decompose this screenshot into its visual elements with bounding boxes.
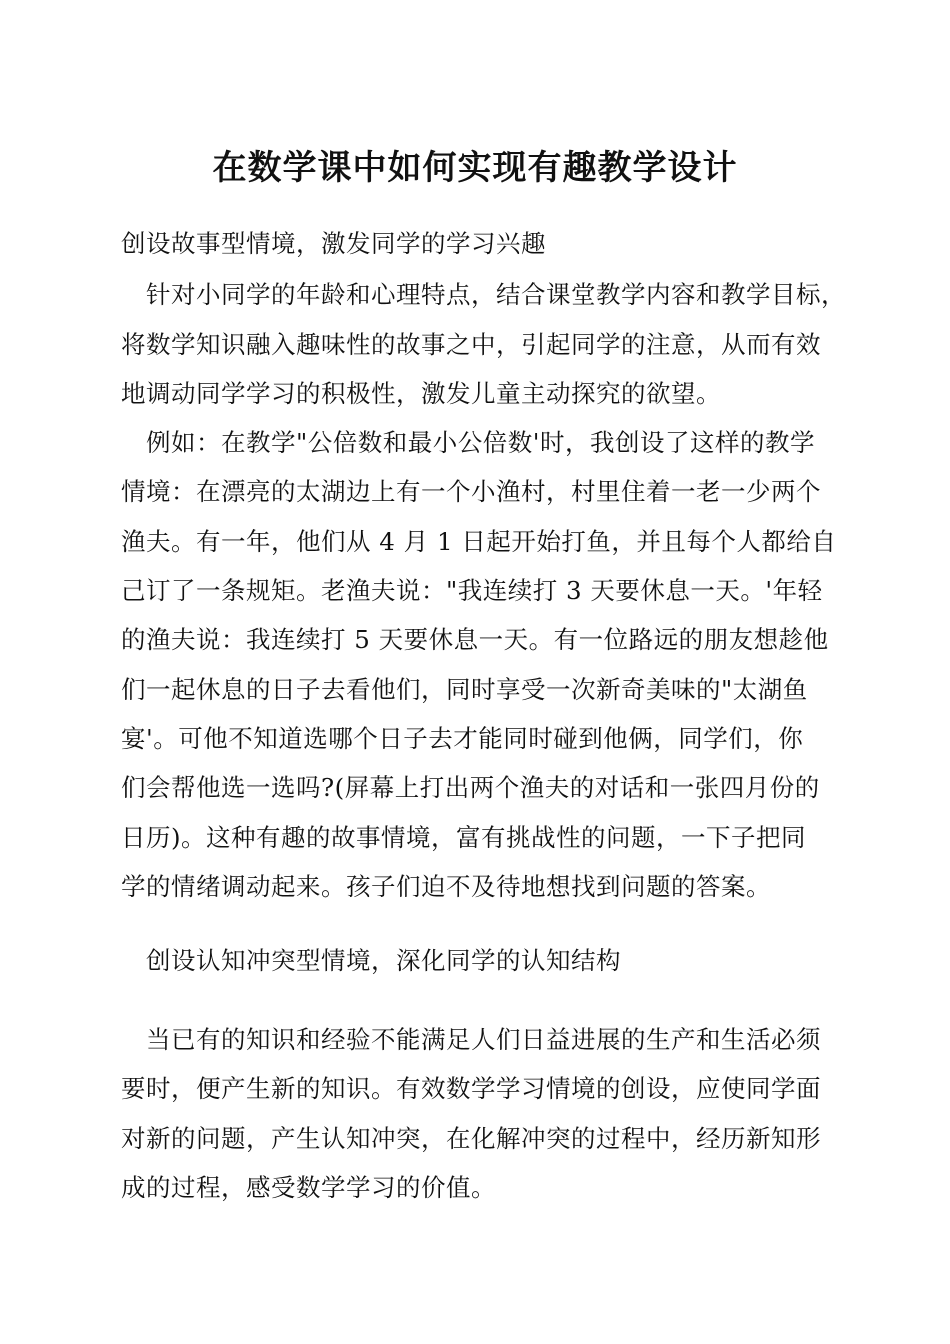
paragraph-line: 宴'。可他不知道选哪个日子去才能同时碰到他俩，同学们，你	[121, 724, 804, 753]
paragraph-line: 学的情绪调动起来。孩子们迫不及待地想找到问题的答案。	[121, 872, 771, 901]
paragraph-line: 日历)。这种有趣的故事情境，富有挑战性的问题，一下子把同	[121, 823, 807, 852]
paragraph-line: 渔夫。有一年，他们从 4 月 1 日起开始打鱼，并且每个人都给自	[121, 527, 837, 556]
paragraph-line: 成的过程，感受数学学习的价值。	[121, 1173, 496, 1202]
paragraph-line: 针对小同学的年龄和心理特点，结合课堂教学内容和教学目标，	[146, 280, 846, 309]
paragraph-line: 将数学知识融入趣味性的故事之中，引起同学的注意，从而有效	[121, 330, 821, 359]
paragraph-line: 要时，便产生新的知识。有效数学学习情境的创设，应使同学面	[121, 1074, 821, 1103]
paragraph-line: 的渔夫说：我连续打 5 天要休息一天。有一位路远的朋友想趁他	[121, 625, 829, 654]
paragraph-line: 情境：在漂亮的太湖边上有一个小渔村，村里住着一老一少两个	[121, 477, 821, 506]
paragraph-line: 对新的问题，产生认知冲突，在化解冲突的过程中，经历新知形	[121, 1124, 821, 1153]
document-title: 在数学课中如何实现有趣教学设计	[212, 148, 738, 188]
section-heading: 创设故事型情境，激发同学的学习兴趣	[121, 229, 546, 258]
paragraph-line: 们会帮他选一选吗?(屏幕上打出两个渔夫的对话和一张四月份的	[121, 773, 820, 802]
paragraph-line: 己订了一条规矩。老渔夫说："我连续打 3 天要休息一天。'年轻	[121, 576, 823, 605]
paragraph-line: 当已有的知识和经验不能满足人们日益进展的生产和生活必须	[146, 1025, 821, 1054]
paragraph-line: 们一起休息的日子去看他们，同时享受一次新奇美味的"太湖鱼	[121, 675, 808, 704]
section-heading: 创设认知冲突型情境，深化同学的认知结构	[146, 946, 621, 975]
paragraph-line: 地调动同学学习的积极性，激发儿童主动探究的欲望。	[121, 379, 721, 408]
paragraph-line: 例如：在教学"公倍数和最小公倍数'时，我创设了这样的教学	[146, 428, 816, 457]
